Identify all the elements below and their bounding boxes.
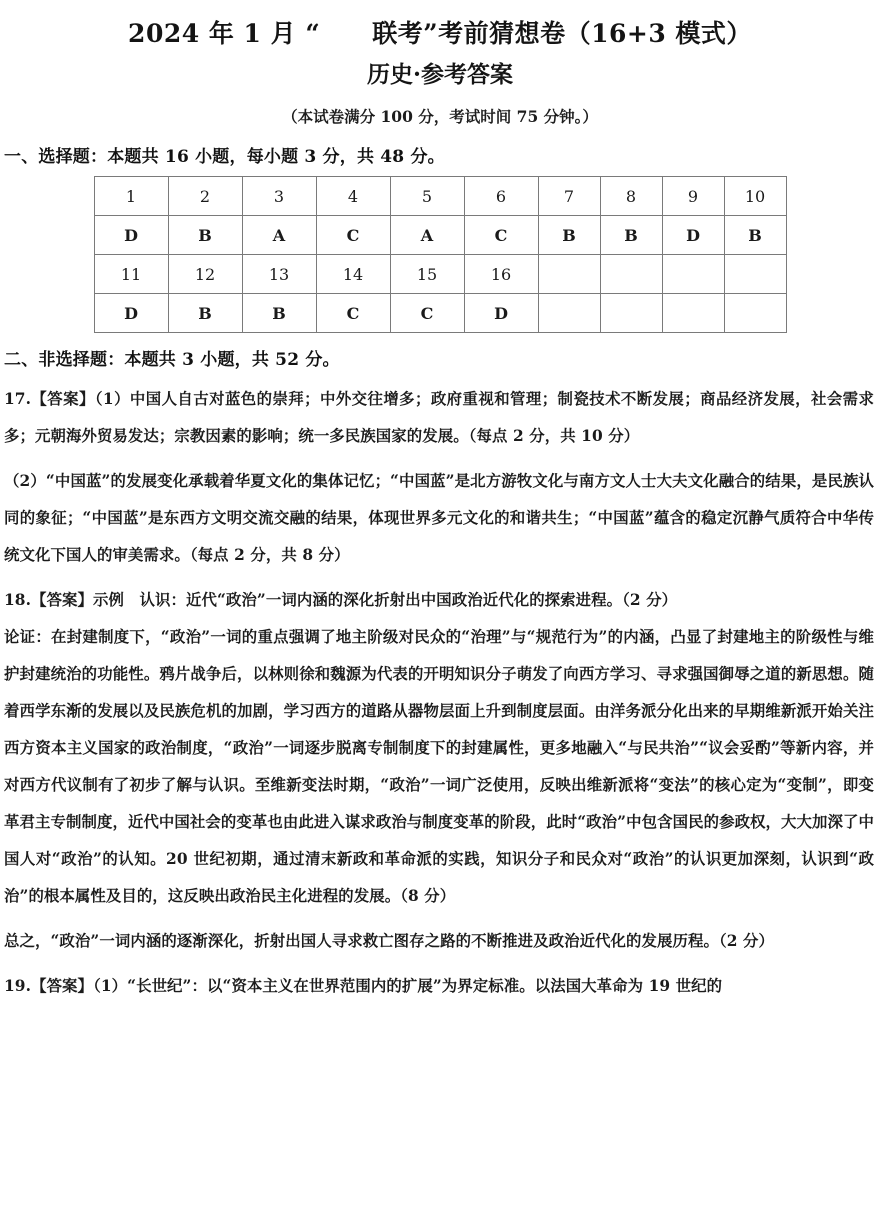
table-cell xyxy=(600,255,662,294)
section-heading-multiple-choice: 一、选择题：本题共 16 小题，每小题 3 分，共 48 分。 xyxy=(4,147,445,167)
table-cell: B xyxy=(168,216,242,255)
table-cell: 14 xyxy=(316,255,390,294)
table-cell xyxy=(538,255,600,294)
table-cell: A xyxy=(390,216,464,255)
table-cell: D xyxy=(94,216,168,255)
table-cell: 9 xyxy=(662,177,724,216)
table-cell: C xyxy=(390,294,464,333)
table-cell: C xyxy=(464,216,538,255)
table-cell: B xyxy=(724,216,786,255)
table-cell: 5 xyxy=(390,177,464,216)
table-cell: 7 xyxy=(538,177,600,216)
question-18-argument: 论证：在封建制度下，“政治”一词的重点强调了地主阶级对民众的“治理”与“规范行为”的内涵，凸显了封建地主的阶级性与维护封建统治的功能性。鸦片战争后，以林则徐和魏源为代表的开明知识分子萌发了向西方学习、寻求强国御辱之道的新思想。随着西学东渐的发展以及民族危机的加剧，学习西方的道路从器物层面上升到制度层面。由洋务派分化出来的早期维新派开始关注西方资本主义国家的政治制度，“政治”一词逐步脱离专制制度下的封建属性，更多地融入“与民共治”“议会妥酌”等新内容，并对西方代议制有了初步了解与认识。至维新变法时期，“政治”一词广泛使用，反映出维新派将“变法”的核心定为“变制”，即变革君主专制制度，近代中国社会的变革也由此进入谋求政治与制度变革的阶段，此时“政治”中包含国民的参政权，大大加深了中国人对“政治”的认知。20 世纪初期，通过清末新政和革命派的实践，知识分子和民众对“政治”的认识更加深刻，认识到“政治”的根本属性及目的，这反映出政治民主化进程的发展。（8 分） xyxy=(4,628,874,905)
table-cell: 4 xyxy=(316,177,390,216)
table-cell: 2 xyxy=(168,177,242,216)
table-cell: C xyxy=(316,216,390,255)
table-cell: 3 xyxy=(242,177,316,216)
question-18-answer-head: 18.【答案】示例 认识：近代“政治”一词内涵的深化折射出中国政治近代化的探索进程。（2 分） xyxy=(4,591,678,609)
table-row-answers-1 xyxy=(94,216,786,255)
page-title-before: 2024 年 1 月 “ xyxy=(128,19,321,48)
table-cell: C xyxy=(316,294,390,333)
question-17-part-1: 17.【答案】（1）中国人自古对蓝色的崇拜；中外交往增多；政府重视和管理；制瓷技术不断发展；商品经济发展，社会需求多；元朝海外贸易发达；宗教因素的影响；统一多民族国家的发展。（每点 2 分，共 10 分） xyxy=(4,390,874,445)
table-row-answers-2 xyxy=(94,294,786,333)
table-cell xyxy=(724,255,786,294)
page-title xyxy=(0,14,880,54)
exam-info-note: （本试卷满分 100 分，考试时间 75 分钟。） xyxy=(282,107,598,126)
table-row-numbers-1 xyxy=(94,177,786,216)
table-cell: 13 xyxy=(242,255,316,294)
answer-table-wrapper xyxy=(0,176,880,333)
page-title-after: 联考”考前猜想卷（16+3 模式） xyxy=(372,19,752,48)
table-cell: B xyxy=(168,294,242,333)
table-cell xyxy=(600,294,662,333)
table-cell xyxy=(662,255,724,294)
table-cell: D xyxy=(94,294,168,333)
table-cell: D xyxy=(662,216,724,255)
table-cell: 1 xyxy=(94,177,168,216)
question-17-part-2: （2）“中国蓝”的发展变化承载着华夏文化的集体记忆；“中国蓝”是北方游牧文化与南方文人士大夫文化融合的结果，是民族认同的象征；“中国蓝”是东西方文明交流交融的结果，体现世界多元文化的和谐共生；“中国蓝”蕴含的稳定沉静气质符合中华传统文化下国人的审美需求。（每点 2 分，共 8 分） xyxy=(4,472,874,564)
section-heading-non-multiple-choice: 二、非选择题：本题共 3 小题，共 52 分。 xyxy=(4,350,340,370)
table-cell xyxy=(538,294,600,333)
answer-table xyxy=(94,176,787,333)
table-cell: 6 xyxy=(464,177,538,216)
table-cell xyxy=(662,294,724,333)
table-cell: A xyxy=(242,216,316,255)
table-cell: B xyxy=(538,216,600,255)
answer-sheet-page xyxy=(0,14,880,1231)
table-cell xyxy=(724,294,786,333)
page-subtitle: 历史·参考答案 xyxy=(366,61,513,88)
table-cell: B xyxy=(600,216,662,255)
table-cell: B xyxy=(242,294,316,333)
table-cell: 16 xyxy=(464,255,538,294)
question-18-conclusion: 总之，“政治”一词内涵的逐渐深化，折射出国人寻求救亡图存之路的不断推进及政治近代化的发展历程。（2 分） xyxy=(4,932,775,950)
table-row-numbers-2 xyxy=(94,255,786,294)
table-cell: 12 xyxy=(168,255,242,294)
table-cell: 8 xyxy=(600,177,662,216)
table-cell: 10 xyxy=(724,177,786,216)
table-cell: D xyxy=(464,294,538,333)
table-cell: 11 xyxy=(94,255,168,294)
table-cell: 15 xyxy=(390,255,464,294)
question-19-part-1: 19.【答案】（1）“长世纪”：以“资本主义在世界范围内的扩展”为界定标准。以法国大革命为 19 世纪的 xyxy=(4,977,723,995)
